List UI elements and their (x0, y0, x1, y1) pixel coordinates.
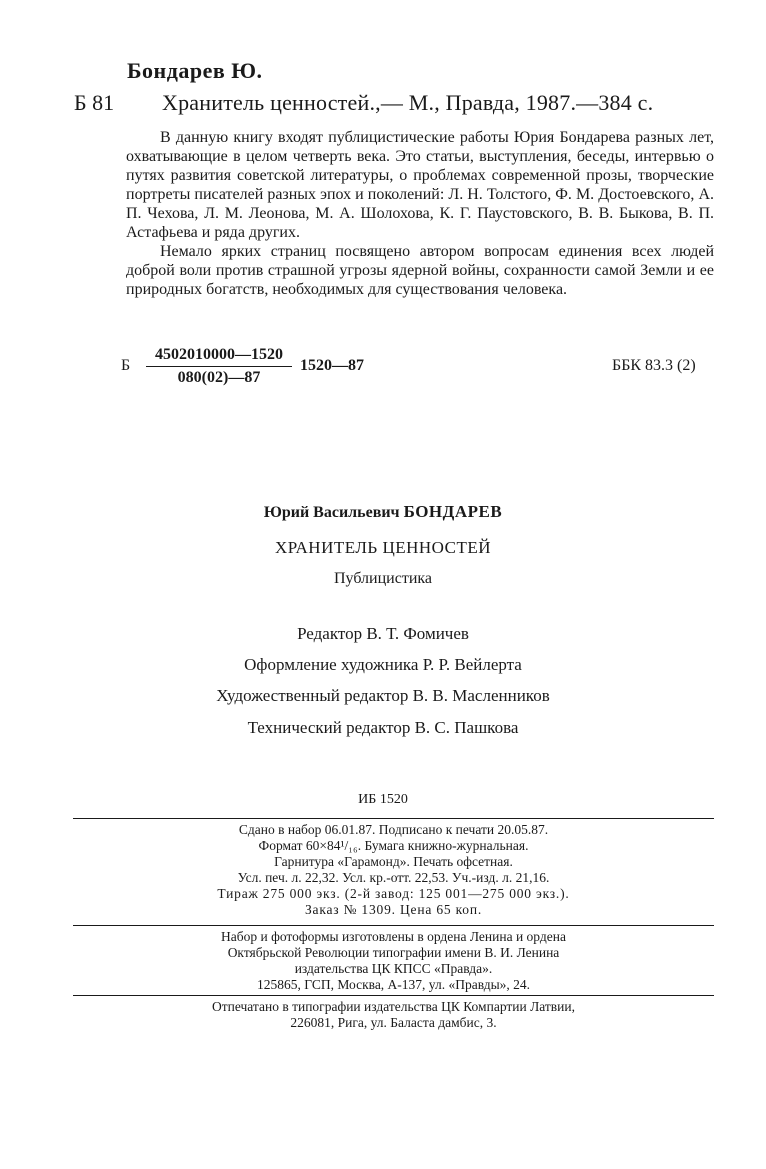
bibliographic-line: Хранитель ценностей.,— М., Правда, 1987.—384 с. (162, 90, 654, 115)
imprint-line: Заказ № 1309. Цена 65 коп. (304, 902, 483, 917)
author-full-name (0, 502, 766, 522)
author-last-name: БОНДАРЕВ (403, 502, 503, 521)
divider (73, 818, 714, 819)
imprint-production (73, 822, 714, 918)
abstract-paragraph-2: Немало ярких страниц посвящено автором вопросам единения всех людей доброй воли против страшной угрозы ядерной войны, сохранности самой Земли и ее природных богатств, необходимых для существования человека. (126, 243, 714, 298)
catalog-letter: Б (121, 357, 131, 374)
abstract-paragraph-1: В данную книгу входят публицистические работы Юрия Бондарева разных лет, охватывающие в целом четверть века. Это статьи, выступления, беседы, интервью о путях развития советской литературы, о проблемах современной прозы, творческие портреты писателей разных эпох и поколений: Л. Н. Толстого, Ф. М. Достоевского, А. П. Чехова, Л. М. Леонова, М. А. Шолохова, К. Г. Паустовского, В. В. Быкова, В. П. Астафьева и ряда других. (126, 129, 714, 241)
imprint-line: Формат 60×84¹/₁₆. Бумага книжно-журнальная. (258, 838, 529, 853)
ib-number: ИБ 1520 (358, 792, 408, 807)
imprint-line: Отпечатано в типографии издательства ЦК Компартии Латвии, (211, 999, 576, 1014)
imprint-line: Усл. печ. л. 22,32. Усл. кр.-отт. 22,53. Уч.-изд. л. 21,16. (237, 870, 550, 885)
credit-editor: Редактор В. Т. Фомичев (297, 624, 469, 643)
author-first-names: Юрий Васильевич (263, 504, 400, 521)
abstract (126, 128, 714, 299)
imprint-line: 226081, Рига, ул. Баласта дамбис, 3. (290, 1015, 497, 1030)
imprint-line: издательства ЦК КПСС «Правда». (294, 961, 493, 976)
imprint-printing (73, 999, 714, 1031)
catalog-numerator: 4502010000—1520 (155, 346, 283, 363)
imprint-line: Гарнитура «Гарамонд». Печать офсетная. (274, 854, 513, 869)
catalog-denominator: 080(02)—87 (177, 369, 261, 386)
catalog-fraction (146, 346, 292, 387)
imprint-line: 125865, ГСП, Москва, А-137, ул. «Правды», 24. (256, 977, 531, 992)
book-title: ХРАНИТЕЛЬ ЦЕННОСТЕЙ (274, 538, 492, 557)
fraction-line (146, 366, 292, 367)
catalog-code: Б 81 (74, 90, 115, 115)
credit-tech-editor: Технический редактор В. С. Пашкова (247, 718, 519, 737)
imprint-line: Октябрьской Революции типографии имени В. И. Ленина (227, 945, 560, 960)
bbk-code: ББК 83.3 (2) (612, 357, 696, 374)
catalog-suffix: 1520—87 (300, 357, 364, 374)
book-genre: Публицистика (333, 570, 433, 587)
imprint-typesetting (73, 929, 714, 993)
credit-art-editor: Художественный редактор В. В. Масленников (216, 686, 550, 705)
divider (73, 925, 714, 926)
imprint-line: Тираж 275 000 экз. (2-й завод: 125 001—275 000 экз.). (217, 886, 570, 901)
author-heading: Бондарев Ю. (127, 58, 263, 83)
divider (73, 995, 714, 996)
credit-designer: Оформление художника Р. Р. Вейлерта (244, 655, 522, 674)
imprint-line: Сдано в набор 06.01.87. Подписано к печати 20.05.87. (238, 822, 549, 837)
imprint-line: Набор и фотоформы изготовлены в ордена Ленина и ордена (221, 929, 566, 944)
